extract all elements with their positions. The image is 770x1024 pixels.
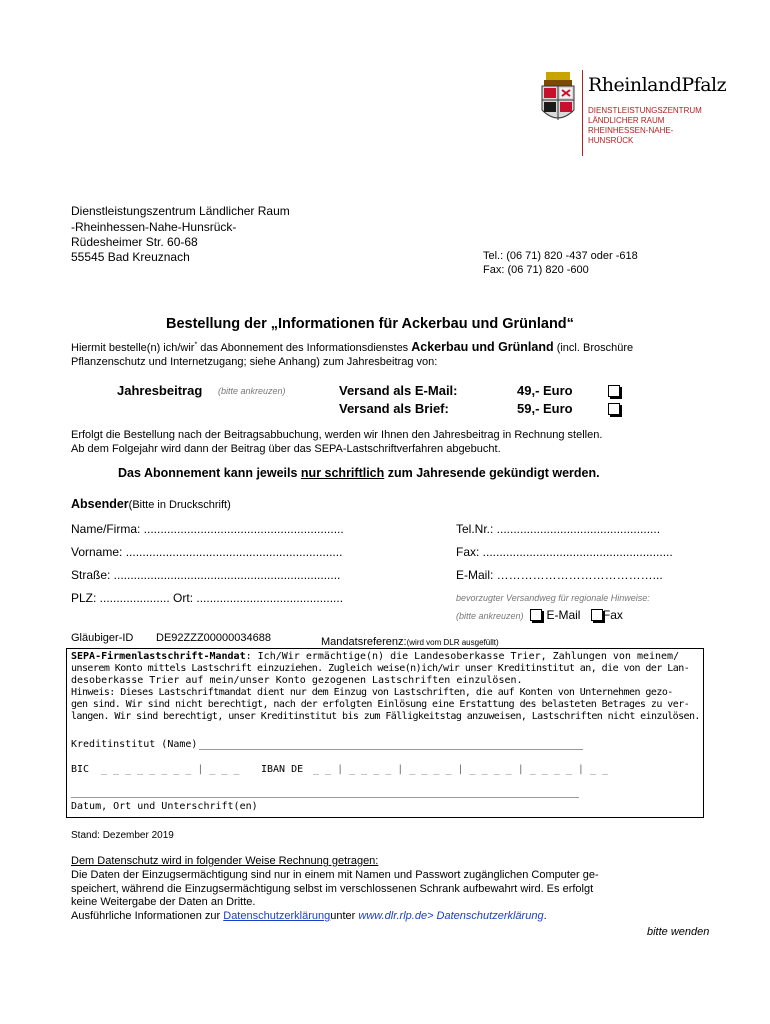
versand-hint: bevorzugter Versandweg für regionale Hinweise: (456, 593, 650, 603)
creditor-id: DE92ZZZ00000034688 (156, 632, 271, 644)
logo-divider (582, 70, 583, 156)
privacy-more-end: . (543, 910, 547, 922)
sepa-line-3: desoberkasse Trier auf mein/unser Konto gezogenen Lastschriften einzulösen. (71, 675, 523, 686)
fee-email-checkbox[interactable] (608, 385, 620, 397)
address-line-2: -Rheinhessen-Nahe-Hunsrück- (71, 220, 237, 234)
logo-sub-4: HUNSRÜCK (588, 136, 634, 145)
footer-turn-page: bitte wenden (647, 926, 710, 938)
privacy-line-3: keine Weitergabe der Daten an Dritte. (71, 896, 256, 908)
sepa-line-4: Hinweis: Dieses Lastschriftmandat dient nur dem Einzug von Lastschriften, die auf Konten von Unternehmen gezo- (71, 687, 673, 698)
billing-line-2: Ab dem Folgejahr wird dann der Beitrag über das SEPA-Lastschriftverfahren abgebucht. (71, 443, 501, 455)
intro-line-1 (71, 340, 633, 354)
signature-label: Datum, Ort und Unterschrift(en) (71, 801, 258, 812)
logo-sub-1: DIENSTLEISTUNGSZENTRUM (588, 106, 702, 115)
address-fax: Fax: (06 71) 820 -600 (483, 264, 589, 276)
sepa-line-6: langen. Wir sind berechtigt, unser Kreditinstitut bis zum Fälligkeitstag anzuweisen, Lastschriften nicht einzulösen. (71, 711, 700, 722)
privacy-more-prefix: Ausführliche Informationen zur (71, 910, 224, 922)
signature-line[interactable] (71, 797, 579, 798)
plz-ort-field[interactable]: PLZ: ..................... Ort: ............................................ (71, 591, 344, 605)
coat-of-arms-icon (538, 72, 578, 128)
privacy-url[interactable]: www.dlr.rlp.de> Datenschutzerklärung (358, 910, 544, 922)
mandate-label: Mandatsreferenz: (321, 636, 407, 648)
logo-brand: RheinlandPfalz (588, 74, 727, 96)
address-line-3: Rüdesheimer Str. 60-68 (71, 235, 198, 249)
sepa-line-5: gen sind. Wir sind nicht berechtigt, nach der erfolgten Einlösung eine Erstattung des belasteten Betrages zu ver- (71, 699, 690, 710)
bic-input[interactable]: _ _ _ _ _ _ _ _ | _ _ _ (101, 764, 240, 775)
bank-input-line[interactable] (199, 749, 583, 750)
address-line-4: 55545 Bad Kreuznach (71, 250, 190, 264)
sender-heading (71, 495, 231, 513)
vorname-field[interactable]: Vorname: ................................................................. (71, 545, 343, 559)
address-line-1: Dienstleistungszentrum Ländlicher Raum (71, 204, 290, 218)
logo (538, 66, 727, 156)
fee-brief-checkbox[interactable] (608, 403, 620, 415)
versand-hint-2: (bitte ankreuzen) (456, 611, 524, 621)
fee-hint: (bitte ankreuzen) (218, 386, 286, 396)
sender-hint: (Bitte in Druckschrift) (128, 499, 231, 511)
sepa-box (66, 648, 704, 818)
fee-brief-label: Versand als Brief: (339, 401, 449, 416)
versand-email-label: E-Mail (546, 608, 581, 622)
privacy-heading: Dem Datenschutz wird in folgender Weise Rechnung getragen: (71, 855, 379, 867)
intro-text-3: (incl. Broschüre (553, 342, 634, 354)
privacy-line-1: Die Daten der Einzugsermächtigung sind nur in einem mit Namen und Passwort zugänglichen Computer ge- (71, 869, 599, 881)
privacy-line-2: speichert, während die Einzugsermächtigung selbst im verschlossenen Schrank aufbewahrt wird. Es erfolgt (71, 883, 594, 895)
strasse-field[interactable]: Straße: .................................................................... (71, 568, 341, 582)
iban-input[interactable]: _ _ | _ _ _ _ | _ _ _ _ | _ _ _ _ | _ _ _ _ | _ _ (313, 764, 609, 775)
intro-text-1: Hiermit bestelle(n) ich/wir (71, 342, 195, 354)
fee-label: Jahresbeitrag (117, 383, 203, 398)
privacy-more-mid: unter (330, 910, 359, 922)
cancel-underline: nur schriftlich (300, 466, 385, 480)
logo-sub-2: LÄNDLICHER RAUM (588, 116, 665, 125)
sepa-heading: SEPA-Firmenlastschrift-Mandat (71, 651, 246, 662)
creditor-label: Gläubiger-ID (71, 632, 134, 644)
versand-fax-label: Fax (602, 608, 623, 622)
email-field[interactable]: E-Mail: …………………………………... (456, 568, 663, 582)
sepa-line-1 (71, 651, 679, 662)
bic-label: BIC (71, 764, 90, 775)
intro-line-2: Pflanzenschutz und Internetzugang; siehe Anhang) zum Jahresbeitrag von: (71, 356, 438, 368)
logo-sub-3: RHEINHESSEN-NAHE- (588, 126, 674, 135)
intro-bold: Ackerbau und Grünland (411, 340, 554, 354)
name-field[interactable]: Name/Firma: ............................................................ (71, 522, 344, 536)
tel-field[interactable]: Tel.Nr.: ................................................. (456, 522, 661, 536)
cancel-text-2: zum Jahresende gekündigt werden. (384, 466, 600, 480)
fee-email-price: 49,- Euro (517, 383, 573, 398)
versand-email-checkbox[interactable] (530, 609, 542, 621)
stand-date: Stand: Dezember 2019 (71, 830, 174, 841)
privacy-more (71, 910, 547, 922)
sepa-text-1: : Ich/Wir ermächtige(n) die Landesoberkasse Trier, Zahlungen von meinem/ (245, 651, 680, 662)
cancel-notice (118, 466, 600, 480)
bank-label: Kreditinstitut (Name) (71, 739, 198, 750)
cancel-text-1: Das Abonnement kann jeweils (118, 466, 301, 480)
fee-email-label: Versand als E-Mail: (339, 383, 458, 398)
address-tel: Tel.: (06 71) 820 -437 oder -618 (483, 250, 638, 262)
iban-label: IBAN DE (261, 764, 304, 775)
mandate-hint: (wird vom DLR ausgefüllt) (406, 638, 499, 647)
versand-options (456, 606, 623, 624)
intro-footnote-mark: * (194, 341, 198, 349)
sepa-line-2: unserem Konto mittels Lastschrift einzuziehen. Zugleich weise(n)ich/wir unser Kreditinstitut an, die von der Lan- (71, 663, 690, 674)
page-title: Bestellung der „Informationen für Ackerbau und Grünland“ (166, 316, 574, 332)
privacy-link[interactable]: Datenschutzerklärung (223, 910, 331, 922)
versand-fax-checkbox[interactable] (591, 609, 603, 621)
fee-brief-price: 59,- Euro (517, 401, 573, 416)
sender-label: Absender (71, 497, 129, 511)
billing-line-1: Erfolgt die Bestellung nach der Beitragsabbuchung, werden wir Ihnen den Jahresbeitrag in Rechnung stellen. (71, 429, 603, 441)
intro-text-2: das Abonnement des Informationsdienstes (197, 342, 412, 354)
fax-field[interactable]: Fax: ......................................................... (456, 545, 673, 559)
